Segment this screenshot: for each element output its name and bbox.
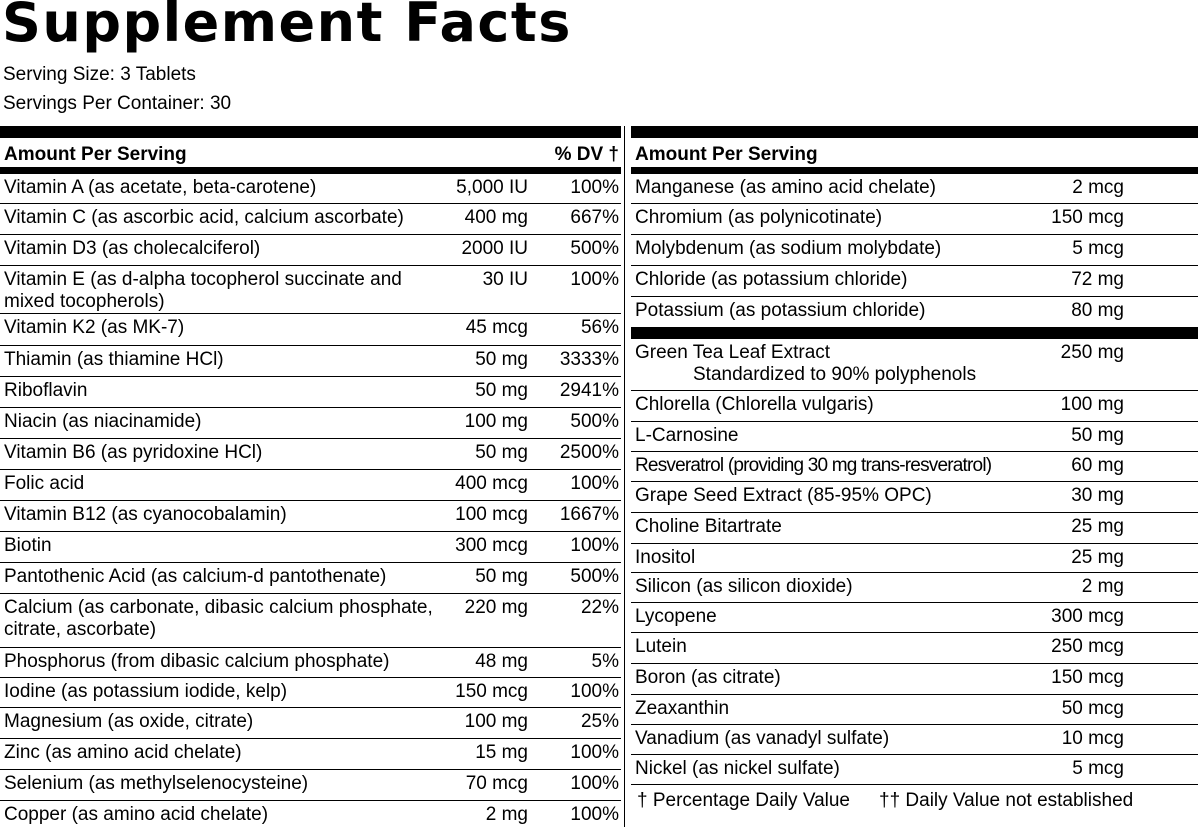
ingredient-row: [0, 563, 621, 594]
ingredient-amount: 80 mg: [1071, 300, 1124, 321]
ingredient-row: [0, 266, 621, 314]
ingredient-name: Chlorella (Chlorella vulgaris): [635, 394, 874, 415]
ingredient-row: [0, 501, 621, 532]
right-group-extracts: [631, 391, 1198, 784]
ingredient-amount: 220 mg: [464, 597, 528, 618]
ingredient-dv: 500%: [570, 238, 619, 259]
ingredient-dv: 100%: [570, 269, 619, 290]
ingredient-amount: 50 mg: [475, 349, 528, 370]
servings-per-container: Servings Per Container: 30: [3, 93, 232, 114]
ingredient-amount: 250 mg: [1060, 342, 1124, 363]
ingredient-row: [0, 801, 621, 832]
ingredient-amount: 300 mcg: [455, 535, 528, 556]
ingredient-amount: 70 mcg: [465, 773, 528, 794]
ingredient-name: Lycopene: [635, 606, 717, 627]
amount-per-serving-heading: Amount Per Serving: [4, 144, 187, 165]
ingredient-dv: 100%: [570, 177, 619, 198]
ingredient-name: Magnesium (as oxide, citrate): [4, 711, 254, 732]
ingredient-name: Boron (as citrate): [635, 667, 781, 688]
ingredient-row: [631, 266, 1198, 297]
ingredient-amount: 100 mg: [464, 411, 528, 432]
ingredient-row: [0, 594, 621, 648]
ingredient-dv: 500%: [570, 566, 619, 587]
ingredient-amount: 25 mg: [1071, 547, 1124, 568]
footnote-not-established: †† Daily Value not established: [879, 790, 1134, 811]
footnotes: [631, 784, 1198, 815]
top-bar: [631, 126, 1198, 138]
ingredient-name: Vanadium (as vanadyl sulfate): [635, 728, 890, 749]
ingredient-amount: 400 mcg: [455, 473, 528, 494]
ingredient-row: [631, 297, 1198, 327]
ingredient-amount: 2 mg: [485, 804, 528, 825]
ingredient-name: Vitamin B12 (as cyanocobalamin): [4, 504, 287, 525]
ingredient-row: [631, 755, 1198, 784]
ingredient-dv: 3333%: [559, 349, 619, 370]
ingredient-name: Vitamin E (as d-alpha tocopherol succinate and mixed tocopherols): [4, 269, 402, 312]
ingredient-row: [0, 439, 621, 470]
ingredient-amount: 150 mcg: [1051, 207, 1124, 228]
ingredient-amount: 5 mcg: [1072, 238, 1124, 259]
ingredient-name: Molybdenum (as sodium molybdate): [635, 238, 942, 259]
ingredient-amount: 250 mcg: [1051, 636, 1124, 657]
ingredient-row: [0, 408, 621, 439]
ingredient-amount: 2000 IU: [461, 238, 528, 259]
ingredient-name: Chromium (as polynicotinate): [635, 207, 883, 228]
ingredient-amount: 50 mcg: [1061, 698, 1124, 719]
column-divider: [624, 126, 625, 827]
ingredient-row: [0, 770, 621, 801]
ingredient-row: [0, 648, 621, 678]
ingredient-row: [631, 725, 1198, 755]
ingredient-name: Green Tea Leaf Extract: [635, 342, 831, 363]
ingredient-row: [631, 513, 1198, 544]
header-rule: [0, 167, 621, 174]
ingredient-dv: 5%: [591, 651, 619, 672]
ingredient-dv: 25%: [580, 711, 619, 732]
ingredient-name: Chloride (as potassium chloride): [635, 269, 908, 290]
ingredient-amount: 50 mg: [475, 380, 528, 401]
ingredient-amount: 100 mg: [464, 711, 528, 732]
ingredient-row: [631, 204, 1198, 235]
ingredient-name: Calcium (as carbonate, dibasic calcium phosphate, citrate, ascorbate): [4, 597, 433, 640]
ingredient-name: Vitamin B6 (as pyridoxine HCl): [4, 442, 263, 463]
ingredient-row-green-tea: [631, 339, 1198, 391]
ingredient-row: [631, 452, 1198, 482]
ingredient-amount: 50 mg: [475, 566, 528, 587]
ingredient-dv: 100%: [570, 742, 619, 763]
ingredient-amount: 25 mg: [1071, 516, 1124, 537]
ingredient-name: Resveratrol (providing 30 mg trans-resveratrol): [635, 455, 992, 476]
ingredient-name: Vitamin A (as acetate, beta-carotene): [4, 177, 317, 198]
amount-per-serving-heading: Amount Per Serving: [635, 144, 818, 165]
ingredient-name: Vitamin K2 (as MK-7): [4, 317, 185, 338]
ingredient-name: Inositol: [635, 547, 696, 568]
ingredient-amount: 50 mg: [475, 442, 528, 463]
ingredient-name: Riboflavin: [4, 380, 88, 401]
ingredient-name: Lutein: [635, 636, 687, 657]
ingredient-name: Silicon (as silicon dioxide): [635, 576, 853, 597]
ingredient-row: [631, 603, 1198, 633]
ingredient-name: Vitamin C (as ascorbic acid, calcium ascorbate): [4, 207, 404, 228]
ingredient-row: [0, 739, 621, 770]
ingredient-amount: 15 mg: [475, 742, 528, 763]
ingredient-row: [631, 174, 1198, 204]
ingredient-amount: 72 mg: [1071, 269, 1124, 290]
ingredient-dv: 100%: [570, 681, 619, 702]
ingredient-row: [631, 235, 1198, 266]
ingredient-name: Folic acid: [4, 473, 85, 494]
ingredient-row: [631, 695, 1198, 725]
ingredient-name: Pantothenic Acid (as calcium-d pantothenate): [4, 566, 387, 587]
label-title: Supplement Facts: [2, 0, 572, 54]
ingredient-name: Vitamin D3 (as cholecalciferol): [4, 238, 261, 259]
ingredient-row: [0, 314, 621, 346]
ingredient-dv: 500%: [570, 411, 619, 432]
ingredient-row: [631, 544, 1198, 573]
ingredient-name: Thiamin (as thiamine HCl): [4, 349, 224, 370]
ingredient-amount: 400 mg: [464, 207, 528, 228]
ingredient-row: [0, 204, 621, 235]
right-column: [631, 126, 1198, 815]
ingredient-name: Grape Seed Extract (85-95% OPC): [635, 485, 932, 506]
ingredient-amount: 45 mcg: [465, 317, 528, 338]
ingredient-amount: 10 mcg: [1061, 728, 1124, 749]
ingredient-name: Zeaxanthin: [635, 698, 730, 719]
ingredient-amount: 100 mcg: [455, 504, 528, 525]
ingredient-row: [631, 633, 1198, 664]
ingredient-row: [631, 664, 1198, 695]
ingredient-amount: 300 mcg: [1051, 606, 1124, 627]
right-header: [631, 138, 1198, 167]
ingredient-dv: 100%: [570, 804, 619, 825]
ingredient-row: [0, 678, 621, 708]
ingredient-name: Manganese (as amino acid chelate): [635, 177, 937, 198]
left-column: [0, 126, 621, 832]
ingredient-name: Phosphorus (from dibasic calcium phosphate): [4, 651, 390, 672]
ingredient-amount: 30 mg: [1071, 485, 1124, 506]
ingredient-name: Biotin: [4, 535, 52, 556]
ingredient-dv: 56%: [580, 317, 619, 338]
ingredient-name: Iodine (as potassium iodide, kelp): [4, 681, 288, 702]
section-rule: [631, 327, 1198, 339]
ingredient-amount: 30 IU: [482, 269, 528, 290]
ingredient-row: [0, 174, 621, 204]
ingredient-row: [0, 708, 621, 739]
ingredient-dv: 2500%: [559, 442, 619, 463]
ingredient-dv: 2941%: [559, 380, 619, 401]
dv-heading: % DV †: [554, 144, 619, 165]
ingredient-dv: 100%: [570, 773, 619, 794]
left-rows: [0, 174, 621, 832]
ingredient-row: [631, 422, 1198, 452]
ingredient-row: [0, 532, 621, 563]
top-bar: [0, 126, 621, 138]
ingredient-name: L-Carnosine: [635, 425, 739, 446]
serving-size: Serving Size: 3 Tablets: [3, 64, 196, 85]
ingredient-amount: 100 mg: [1060, 394, 1124, 415]
ingredient-name: Potassium (as potassium chloride): [635, 300, 926, 321]
ingredient-name: Niacin (as niacinamide): [4, 411, 202, 432]
ingredient-dv: 1667%: [559, 504, 619, 525]
ingredient-amount: 150 mcg: [455, 681, 528, 702]
ingredient-amount: 50 mg: [1071, 425, 1124, 446]
ingredient-row: [0, 470, 621, 501]
footnote-dv: † Percentage Daily Value: [637, 790, 850, 811]
ingredient-dv: 667%: [570, 207, 619, 228]
ingredient-row: [631, 573, 1198, 603]
ingredient-amount: 48 mg: [475, 651, 528, 672]
header-rule: [631, 167, 1198, 174]
ingredient-row: [631, 391, 1198, 422]
ingredient-name: Choline Bitartrate: [635, 516, 782, 537]
ingredient-name: Zinc (as amino acid chelate): [4, 742, 242, 763]
ingredient-name: Nickel (as nickel sulfate): [635, 758, 840, 779]
ingredient-row: [0, 346, 621, 377]
ingredient-row: [0, 235, 621, 266]
ingredient-amount: 2 mcg: [1072, 177, 1124, 198]
ingredient-dv: 22%: [580, 597, 619, 618]
ingredient-row: [0, 377, 621, 408]
ingredient-row: [631, 482, 1198, 513]
ingredient-name: Selenium (as methylselenocysteine): [4, 773, 309, 794]
ingredient-amount: 5 mcg: [1072, 758, 1124, 779]
right-group-minerals: [631, 174, 1198, 327]
ingredient-subtext: Standardized to 90% polyphenols: [693, 364, 977, 385]
ingredient-amount: 2 mg: [1081, 576, 1124, 597]
ingredient-dv: 100%: [570, 535, 619, 556]
ingredient-dv: 100%: [570, 473, 619, 494]
ingredient-name: Copper (as amino acid chelate): [4, 804, 269, 825]
ingredient-amount: 5,000 IU: [456, 177, 528, 198]
ingredient-amount: 150 mcg: [1051, 667, 1124, 688]
ingredient-amount: 60 mg: [1071, 455, 1124, 476]
left-header: [0, 138, 621, 167]
